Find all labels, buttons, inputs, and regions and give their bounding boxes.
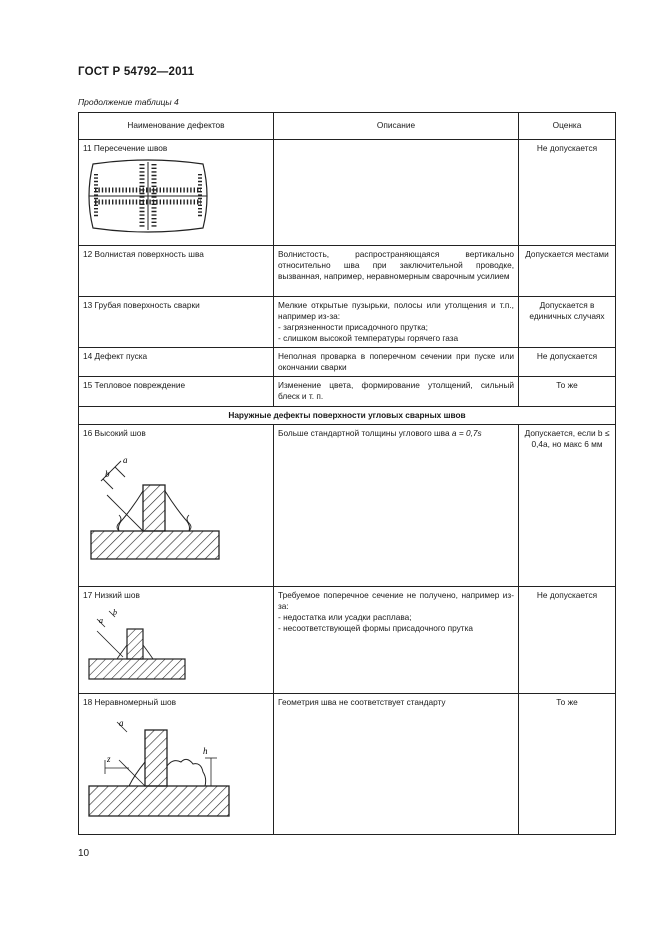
table-row (79, 348, 616, 377)
table-row (79, 246, 616, 297)
high-seam-figure (83, 443, 223, 573)
table-header-row (79, 113, 616, 140)
defect-formula: а = 0,7s (451, 428, 482, 439)
dimension-label: a (123, 455, 128, 466)
defect-description: Изменение цвета, формирование утолщений, сильный блеск и т. п. (278, 380, 514, 402)
defect-description: - недостатка или усадки расплава; (278, 612, 412, 623)
defect-name: 13 Грубая поверхность сварки (79, 297, 274, 348)
defect-description: Неполная проварка в поперечном сечении при пуске или окончании сварки (278, 351, 514, 373)
page-number: 10 (78, 848, 90, 859)
table-row (79, 694, 616, 835)
defect-name: 17 Низкий шов (83, 590, 140, 601)
defect-grade: Не допускается (519, 348, 616, 377)
defect-description-cell (274, 246, 519, 297)
defect-description-cell (274, 297, 519, 348)
dimension-label: a (119, 718, 124, 729)
defect-description-cell (274, 377, 519, 407)
section-row (79, 407, 616, 425)
defect-grade: То же (519, 694, 616, 835)
defect-name-cell (79, 425, 274, 587)
defect-name-cell (79, 587, 274, 694)
defect-name: 12 Волнистая поверхность шва (79, 246, 274, 297)
defect-description: - слишком высокой температуры горячего газа (278, 333, 459, 344)
defect-grade: Не допускается (519, 587, 616, 694)
defect-description: Требуемое поперечное сечение не получено, например из-за: (278, 590, 514, 612)
dimension-label: z (107, 754, 111, 765)
document-title: ГОСТ Р 54792—2011 (78, 66, 195, 78)
uneven-seam-figure (83, 712, 233, 826)
defect-description-cell (274, 348, 519, 377)
table-caption: Продолжение таблицы 4 (78, 97, 179, 107)
defect-description-cell (274, 587, 519, 694)
table-row (79, 140, 616, 246)
defects-table (78, 112, 616, 835)
dimension-label: h (203, 746, 208, 757)
defect-name-cell (79, 140, 274, 246)
defect-description-cell (274, 694, 519, 835)
table-row (79, 587, 616, 694)
defect-grade: Допускается местами (519, 246, 616, 297)
defect-description: Больше стандартной толщины углового шва (278, 428, 452, 439)
column-header-name: Наименование дефектов (79, 113, 274, 140)
defect-description: - загрязненности присадочного прутка; (278, 322, 428, 333)
defect-grade: То же (519, 377, 616, 407)
defect-description: Мелкие открытые пузырьки, полосы или утолщения и т.п., например из-за: (278, 300, 514, 322)
defect-name: 11 Пересечение швов (83, 143, 168, 153)
defect-description-cell (274, 425, 519, 587)
defect-name: 18 Неравномерный шов (83, 697, 177, 708)
defect-description: - несоответствующей формы присадочного прутка (278, 623, 474, 634)
defect-description: Волнистость, распространяющаяся вертикально относительно шва при заключительной проводке, вызванная, например, неравномерным сварочным усилием (278, 249, 514, 282)
defect-name: 14 Дефект пуска (79, 348, 274, 377)
seam-crossing-figure (83, 158, 213, 234)
defect-grade: Допускается в единичных случаях (519, 297, 616, 348)
defect-grade: Допускается, если b ≤ 0,4а, но макс 6 мм (519, 425, 616, 587)
table-row (79, 425, 616, 587)
dimension-label: b (113, 608, 117, 618)
table-row (79, 297, 616, 348)
defect-name-cell (79, 694, 274, 835)
defect-description: Геометрия шва не соответствует стандарту (278, 697, 446, 708)
defect-grade: Не допускается (519, 140, 616, 246)
defect-name: 15 Тепловое повреждение (79, 377, 274, 407)
table-row (79, 377, 616, 407)
column-header-description: Описание (274, 113, 519, 140)
column-header-grade: Оценка (519, 113, 616, 140)
dimension-label: b (105, 469, 110, 480)
section-title: Наружные дефекты поверхности угловых сварных швов (79, 407, 616, 425)
defect-description-cell (274, 140, 519, 246)
dimension-label: a (99, 616, 103, 626)
low-seam-figure (83, 605, 193, 683)
defect-name: 16 Высокий шов (83, 428, 146, 439)
